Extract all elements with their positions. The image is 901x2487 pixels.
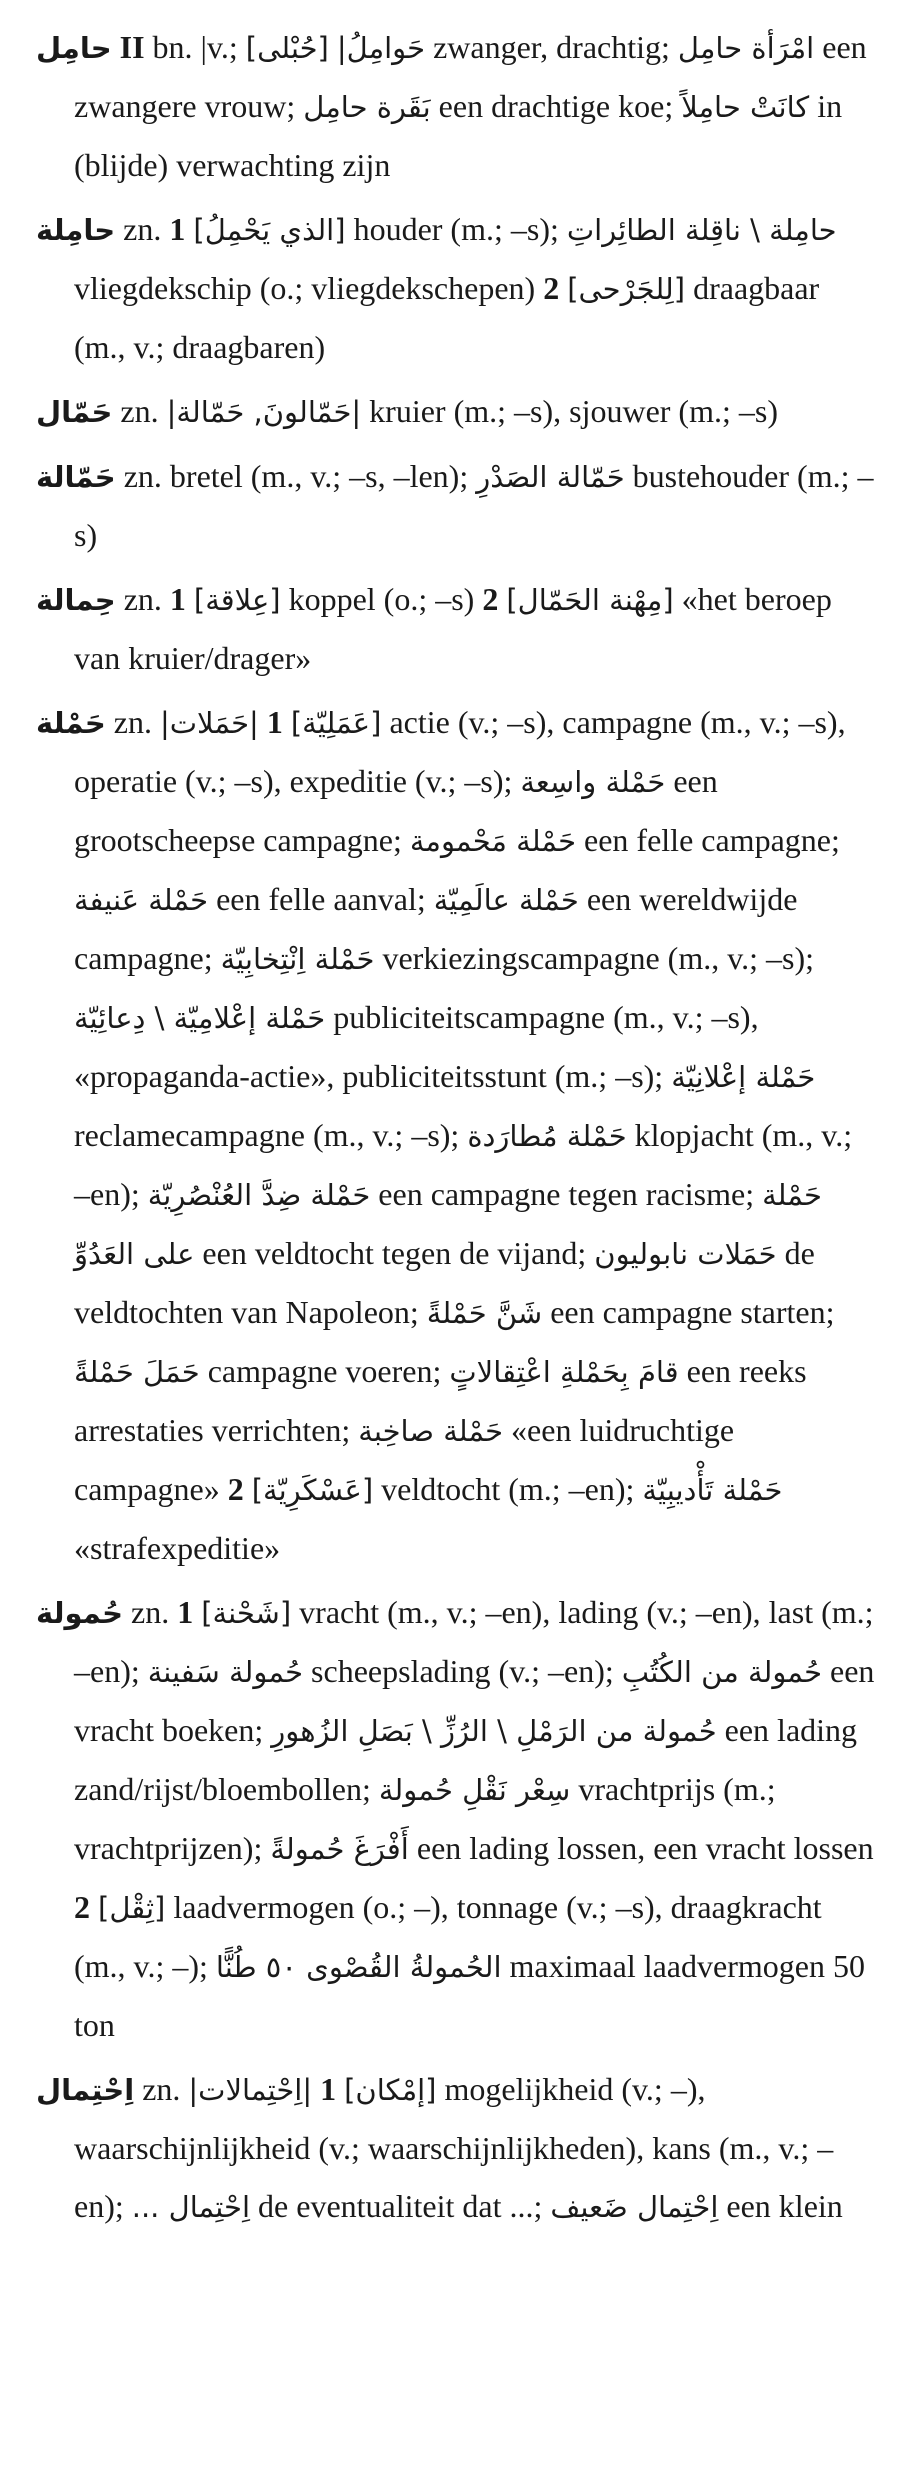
definition-text: in (blijde) verwachting zijn bbox=[74, 88, 843, 183]
arabic-phrase: حَمْلة إعْلامِيّة \ دِعائِيّة bbox=[74, 1001, 326, 1035]
definition-text bbox=[186, 581, 194, 617]
definition-text bbox=[259, 704, 267, 740]
arabic-phrase: اِحْتِمال ... bbox=[131, 2190, 251, 2224]
sense-number: 1 bbox=[177, 1594, 194, 1630]
arabic-phrase: حُمولة من الكُتُبِ bbox=[621, 1655, 823, 1689]
arabic-phrase: |اِحْتِمالات| bbox=[188, 2073, 313, 2107]
definition-text: een reeks arrestaties verrichten; bbox=[74, 1353, 807, 1448]
headword: اِحْتِمال bbox=[36, 2073, 135, 2107]
arabic-phrase: حَمْلة إعْلانِيّة bbox=[671, 1060, 816, 1094]
definition-text bbox=[244, 1471, 252, 1507]
definition-text: houder (m.; –s); bbox=[345, 211, 567, 247]
definition-text: vracht (m., v.; –en), lading (v.; –en), last (m.; –en); bbox=[74, 1594, 874, 1689]
arabic-phrase: [مِهْنة الحَمّال] bbox=[506, 583, 674, 617]
arabic-phrase: حامِلة \ ناقِلة الطائِراتِ bbox=[566, 213, 837, 247]
definition-text: een grootscheepse campagne; bbox=[74, 763, 718, 858]
definition-text: campagne voeren; bbox=[199, 1353, 450, 1389]
sense-number: 2 bbox=[482, 581, 499, 617]
arabic-phrase: الحُمولةُ القُصْوى ٥٠ طُنًّا bbox=[215, 1950, 502, 1984]
arabic-phrase: حُمولة سَفينة bbox=[147, 1655, 304, 1689]
definition-text: zn. bbox=[115, 581, 170, 617]
arabic-phrase: كانَتْ حامِلاً bbox=[681, 90, 810, 124]
headword: حِمالة bbox=[36, 583, 116, 617]
arabic-phrase: [الذي يَحْمِلُ] bbox=[193, 213, 346, 247]
dictionary-entry-hammal bbox=[36, 382, 876, 441]
dictionary-entry-hamil bbox=[36, 18, 876, 194]
sense-number: II bbox=[119, 29, 145, 65]
headword: حَمّالة bbox=[36, 460, 116, 494]
sense-number: 2 bbox=[227, 1471, 244, 1507]
definition-text: kruier (m.; –s), sjouwer (m.; –s) bbox=[361, 393, 778, 429]
definition-text: «een luidruchtige campagne» bbox=[74, 1412, 735, 1507]
dictionary-entry-humula bbox=[36, 1583, 876, 2054]
definition-text: vliegdekschip (o.; vliegdekschepen) bbox=[74, 270, 544, 306]
definition-text: zn. bbox=[105, 704, 160, 740]
arabic-phrase: [عَمَلِيّة] bbox=[290, 706, 382, 740]
sense-number: 1 bbox=[169, 211, 186, 247]
definition-text: een veldtocht tegen de vijand; bbox=[194, 1235, 595, 1271]
arabic-phrase: حَوامِلُ| bbox=[336, 31, 426, 65]
definition-text: een felle campagne; bbox=[576, 822, 840, 858]
arabic-phrase: [عِلاقة] bbox=[193, 583, 281, 617]
dictionary-entry-himala bbox=[36, 570, 876, 687]
definition-text: mogelijkheid (v.; –), waarschijnlijkheid (v.; waarschijnlijkheden), kans (m., v.; –en); bbox=[74, 2071, 834, 2224]
arabic-phrase: اِحْتِمال ضَعيف bbox=[550, 2190, 719, 2224]
definition-text: zn. bbox=[115, 211, 170, 247]
definition-text: een vracht boeken; bbox=[74, 1653, 875, 1748]
definition-text: «het beroep van kruier/drager» bbox=[74, 581, 832, 676]
arabic-phrase: حَمّالة الصَدْرِ bbox=[476, 460, 625, 494]
arabic-phrase: بَقَرة حامِل bbox=[303, 90, 431, 124]
headword: حامِلة bbox=[36, 213, 116, 247]
definition-text: een zwangere vrouw; bbox=[74, 29, 867, 124]
definition-text: bustehouder (m.; –s) bbox=[74, 458, 874, 553]
arabic-phrase: [حُبْلى] bbox=[245, 31, 329, 65]
arabic-phrase: قامَ بِحَمْلةِ اعْتِقالاتٍ bbox=[449, 1355, 679, 1389]
definition-text: draagbaar (m., v.; draagbaren) bbox=[74, 270, 820, 365]
arabic-phrase: امْرَأة حامِل bbox=[677, 31, 815, 65]
definition-text: een lading lossen, een vracht lossen bbox=[408, 1830, 874, 1866]
definition-text: koppel (o.; –s) bbox=[280, 581, 483, 617]
dictionary-entry-ihtimal bbox=[36, 2060, 876, 2236]
definition-text: een klein bbox=[718, 2188, 843, 2224]
arabic-phrase: حَمْلة تَأْديبِيّة bbox=[642, 1473, 783, 1507]
definition-text bbox=[90, 1889, 98, 1925]
definition-text bbox=[329, 29, 337, 65]
definition-text: scheepslading (v.; –en); bbox=[303, 1653, 622, 1689]
definition-text: zwanger, drachtig; bbox=[425, 29, 678, 65]
headword: حَمّال bbox=[36, 395, 113, 429]
definition-text: een campagne tegen racisme; bbox=[370, 1176, 763, 1212]
definition-text: zn. bbox=[134, 2071, 189, 2107]
definition-text: zn. bbox=[112, 393, 167, 429]
definition-text: klopjacht (m., v.; –en); bbox=[74, 1117, 853, 1212]
arabic-phrase: شَنَّ حَمْلةً bbox=[426, 1296, 543, 1330]
arabic-phrase: حَمْلة ضِدَّ العُنْصُرِيّة bbox=[147, 1178, 371, 1212]
definition-text: bn. |v.; bbox=[144, 29, 246, 65]
definition-text bbox=[193, 1594, 201, 1630]
definition-text: de eventualiteit dat ...; bbox=[250, 2188, 551, 2224]
headword: حامِل bbox=[36, 31, 112, 65]
definition-text: zn. bbox=[123, 1594, 178, 1630]
definition-text: een campagne starten; bbox=[542, 1294, 835, 1330]
definition-text: maximaal laadvermogen 50 ton bbox=[74, 1948, 865, 2043]
sense-number: 1 bbox=[320, 2071, 337, 2107]
definition-text bbox=[112, 29, 120, 65]
definition-text: een felle aanval; bbox=[208, 881, 434, 917]
arabic-phrase: حَمْلة مُطارَدة bbox=[467, 1119, 627, 1153]
arabic-phrase: حَمْلة اِنْتِخابِيّة bbox=[220, 942, 375, 976]
arabic-phrase: حَمْلة على العَدُوِّ bbox=[74, 1178, 822, 1271]
definition-text: publiciteitscampagne (m., v.; –s), «propaganda-actie», publiciteitsstunt (m.; –s); bbox=[74, 999, 759, 1094]
definition-text: zn. bretel (m., v.; –s, –len); bbox=[115, 458, 477, 494]
definition-text: veldtocht (m.; –en); bbox=[373, 1471, 643, 1507]
arabic-phrase: حَمْلة عالَمِيّة bbox=[433, 883, 579, 917]
arabic-phrase: [لِلجَرْحى] bbox=[567, 272, 686, 306]
definition-text bbox=[336, 2071, 344, 2107]
arabic-phrase: [إمْكان] bbox=[344, 2073, 437, 2107]
definition-text bbox=[312, 2071, 320, 2107]
dictionary-page bbox=[36, 18, 876, 2236]
headword: حُمولة bbox=[36, 1596, 123, 1630]
dictionary-entry-hamla bbox=[36, 693, 876, 1577]
arabic-phrase: أَفْرَغَ حُمولةً bbox=[270, 1832, 409, 1866]
arabic-phrase: [عَسْكَرِيّة] bbox=[251, 1473, 374, 1507]
arabic-phrase: حَمْلة مَحْمومة bbox=[409, 824, 577, 858]
arabic-phrase: حَمْلة صاخِبة bbox=[358, 1414, 504, 1448]
definition-text: laadvermogen (o.; –), tonnage (v.; –s), draagkracht (m., v.; –); bbox=[74, 1889, 822, 1984]
definition-text: een lading zand/rijst/bloembollen; bbox=[74, 1712, 858, 1807]
definition-text: de veldtochten van Napoleon; bbox=[74, 1235, 815, 1330]
arabic-phrase: |حَمّالونَ, حَمّالة| bbox=[166, 395, 362, 429]
arabic-phrase: حُمولة من الرَمْلِ \ الرُزِّ \ بَصَلِ الزُهورِ bbox=[271, 1714, 717, 1748]
arabic-phrase: [شَحْنة] bbox=[201, 1596, 292, 1630]
definition-text bbox=[559, 270, 567, 306]
sense-number: 1 bbox=[266, 704, 283, 740]
arabic-phrase: [ثِقْل] bbox=[98, 1891, 166, 1925]
arabic-phrase: حَمْلة واسِعة bbox=[520, 765, 666, 799]
headword: حَمْلة bbox=[36, 706, 106, 740]
sense-number: 1 bbox=[169, 581, 186, 617]
definition-text bbox=[283, 704, 291, 740]
definition-text: een drachtige koe; bbox=[430, 88, 682, 124]
definition-text: «strafexpeditie» bbox=[74, 1530, 281, 1566]
definition-text: verkiezingscampagne (m., v.; –s); bbox=[374, 940, 815, 976]
arabic-phrase: حَمَلَ حَمْلةً bbox=[74, 1355, 200, 1389]
arabic-phrase: سِعْر نَقْلِ حُمولة bbox=[378, 1773, 571, 1807]
sense-number: 2 bbox=[543, 270, 560, 306]
definition-text: vrachtprijs (m.; vrachtprijzen); bbox=[74, 1771, 776, 1866]
dictionary-entry-hamila bbox=[36, 200, 876, 376]
dictionary-entry-hammala bbox=[36, 447, 876, 564]
arabic-phrase: |حَمَلات| bbox=[159, 706, 259, 740]
arabic-phrase: حَمْلة عَنيفة bbox=[74, 883, 209, 917]
definition-text: reclamecampagne (m., v.; –s); bbox=[74, 1117, 468, 1153]
arabic-phrase: حَمَلات نابوليون bbox=[594, 1237, 777, 1271]
definition-text: een wereldwijde campagne; bbox=[74, 881, 798, 976]
sense-number: 2 bbox=[74, 1889, 90, 1925]
definition-text: actie (v.; –s), campagne (m., v.; –s), operatie (v.; –s), expeditie (v.; –s); bbox=[74, 704, 846, 799]
